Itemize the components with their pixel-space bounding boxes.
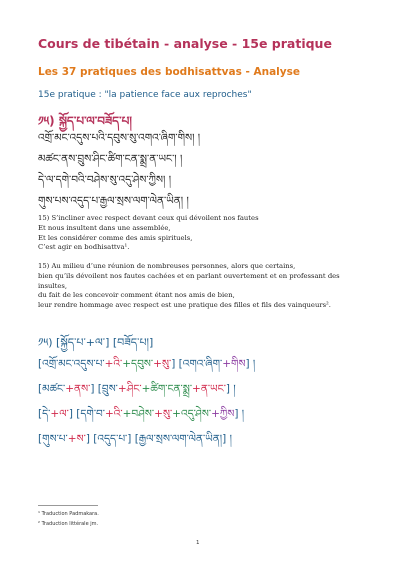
annot-particle: +ནས་ <box>65 383 91 395</box>
annot-segment: +བཤེས་ <box>122 408 155 420</box>
annot-segment: ] ། <box>222 433 232 445</box>
tibetan-line: འགྲོ་མང་འདུས་པའི་དབུས་སུ་འགའ་ཞིག་གིས། ། <box>38 132 201 144</box>
annotated-line <box>38 402 255 427</box>
annot-segment: [གུས་པ་ <box>38 433 68 445</box>
footnote: ² Traduction littérale jm. <box>38 521 99 527</box>
annot-segment: +འདུ་ཤེས་ <box>172 408 212 420</box>
annot-segment: ] [འགའ་ཞིག་ <box>171 358 223 370</box>
annot-segment: [འགྲོ་མང་འདུས་པ་ <box>38 358 105 370</box>
tibetan-line: མཚང་ནས་བྲུས་ཤིང་ཚིག་ངན་སྨྲ་ན་ཡང་། ། <box>38 153 183 165</box>
annot-segment: [མཚང་ <box>38 383 66 395</box>
annotated-verse <box>38 352 255 452</box>
footnote-divider <box>38 505 98 506</box>
french-line: 15) S’incliner avec respect devant ceux qui dévoilent nos fautes <box>38 214 259 222</box>
annotated-title: ༡༥) [སྐྱོད་པ་+ལ་] [བཟོད་པ།] <box>38 336 154 349</box>
annot-particle: +ན་ཡང་ <box>192 383 226 395</box>
annot-segment: ] ། <box>234 408 245 420</box>
literal-line: du fait de les concevoir comment étant nos amis de bien, <box>38 291 235 300</box>
annot-segment: [དེ་ <box>38 408 51 420</box>
annot-segment: ] ། <box>225 383 236 395</box>
annot-segment: ] [དགེ་བ་ <box>68 408 105 420</box>
annot-segment: ] ། <box>245 358 256 370</box>
annot-segment: +དབུས་ <box>122 358 154 370</box>
annot-particle: +འི་ <box>104 408 123 420</box>
section-heading: 15e pratique : "la patience face aux reproches" <box>38 90 252 100</box>
tibetan-line: དེ་ལ་དགེ་བའི་བཤེས་སུ་འདུ་ཤེས་ཀྱིས། ། <box>38 174 172 186</box>
footnote: ¹ Traduction Padmakara. <box>38 511 99 517</box>
annot-particle: +སུ་ <box>154 408 173 420</box>
annotated-line <box>38 377 255 402</box>
annot-segment: +ཚིག་ངན་སྨྲ་ <box>141 383 193 395</box>
annot-segment: ] [བྲུས་ <box>90 383 118 395</box>
document-subtitle: Les 37 pratiques des bodhisattvas - Analyse <box>38 66 300 78</box>
french-line: Et les considérer comme des amis spirituels, <box>38 233 193 242</box>
literal-translation <box>38 262 368 311</box>
literal-line: leur rendre hommage avec respect est une pratique des filles et fils des vainqueurs². <box>38 301 331 310</box>
annot-particle: +སུ་ <box>153 358 172 370</box>
page-number: 1 <box>196 540 200 546</box>
literal-line: bien qu’ils dévoilent nos fautes cachées et en parlant ouvertement et en professant des insultes, <box>38 271 340 290</box>
annot-particle: +ཤིང་ <box>117 383 142 395</box>
document-title: Cours de tibétain - analyse - 15e pratique <box>38 36 332 51</box>
annot-particle: +གིས <box>222 358 246 370</box>
french-translation <box>38 214 368 253</box>
annot-particle: +འི་ <box>104 358 123 370</box>
french-line: C’est agir en bodhisattva¹. <box>38 243 130 252</box>
annot-segment: ] [འདུད་པ་] [རྒྱལ་སྲས་ལག་ལེན་ཡིན། <box>85 433 223 445</box>
tibetan-line: གུས་པས་འདུད་པ་རྒྱལ་སྲས་ལག་ལེན་ཡིན། ། <box>38 195 189 207</box>
annotated-line <box>38 352 255 377</box>
french-line: Et nous insultent dans une assemblée, <box>38 223 171 232</box>
annot-particle: +ས་ <box>67 433 86 445</box>
tibetan-verse <box>38 128 200 212</box>
annot-particle: +ཀྱིས <box>211 408 235 420</box>
annot-particle: +ལ་ <box>50 408 69 420</box>
tibetan-verse-title: ༡༥) སྐྱོད་པ་ལ་བཟོད་པ། <box>38 114 132 128</box>
annotated-line <box>38 427 255 452</box>
literal-line: 15) Au milieu d’une réunion de nombreuses personnes, alors que certains, <box>38 262 296 270</box>
